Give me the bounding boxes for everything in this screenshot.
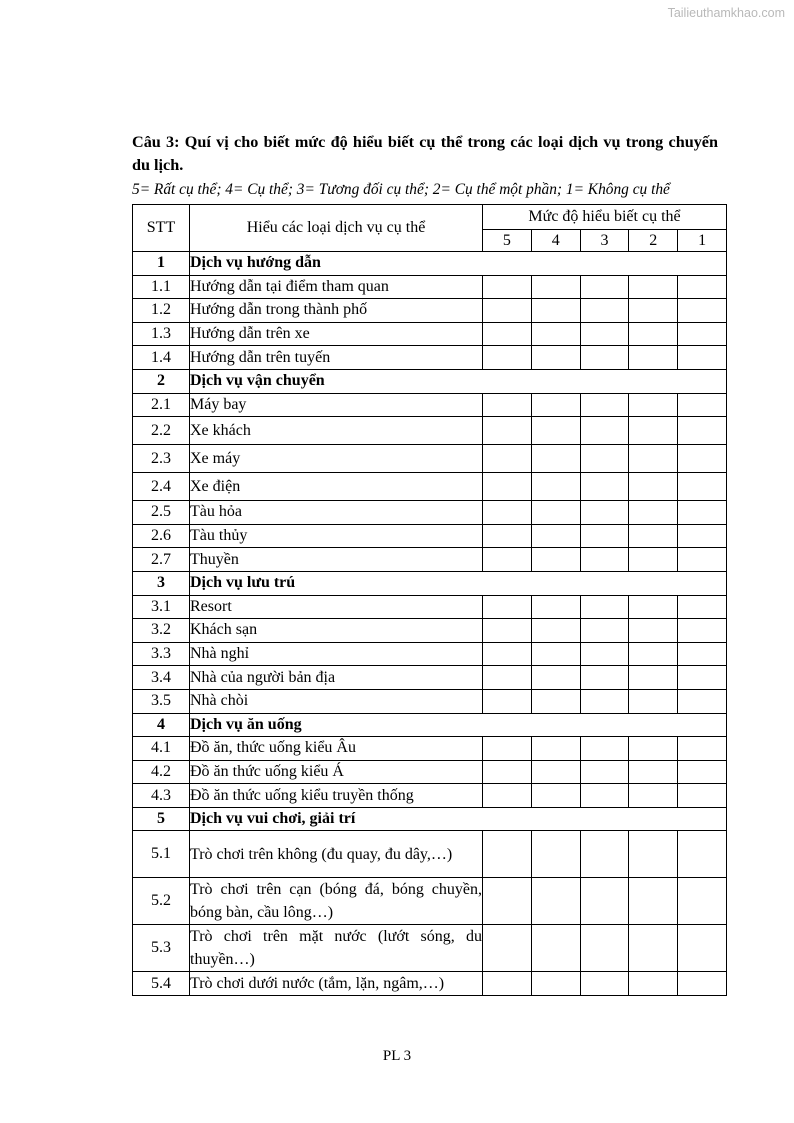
table-row xyxy=(133,831,727,878)
service-label: Trò chơi trên cạn (bóng đá, bóng chuyền, bóng bàn, cầu lông…) xyxy=(190,878,483,925)
service-label: Tàu hỏa xyxy=(190,501,483,525)
row-stt: 2.1 xyxy=(133,393,190,417)
scale-header-1: 1 xyxy=(678,230,727,252)
section-row xyxy=(133,807,727,831)
rating-cell-2[interactable] xyxy=(629,642,678,666)
table-row xyxy=(133,393,727,417)
section-row xyxy=(133,369,727,393)
rating-cell-4[interactable] xyxy=(531,473,580,501)
rating-cell-1[interactable] xyxy=(678,760,727,784)
table-row xyxy=(133,595,727,619)
service-label: Khách sạn xyxy=(190,619,483,643)
rating-cell-4[interactable] xyxy=(531,666,580,690)
rating-cell-3[interactable] xyxy=(580,595,629,619)
service-label: Xe điện xyxy=(190,473,483,501)
row-stt: 4.3 xyxy=(133,784,190,808)
rating-cell-5[interactable] xyxy=(483,275,532,299)
table-row xyxy=(133,666,727,690)
page-number: PL 3 xyxy=(382,1048,412,1064)
rating-cell-4[interactable] xyxy=(531,501,580,525)
rating-cell-3[interactable] xyxy=(580,445,629,473)
service-label: Hướng dẫn tại điểm tham quan xyxy=(190,275,483,299)
rating-cell-5[interactable] xyxy=(483,925,532,972)
service-label: Đồ ăn thức uống kiểu truyền thống xyxy=(190,784,483,808)
rating-cell-3[interactable] xyxy=(580,737,629,761)
rating-cell-1[interactable] xyxy=(678,275,727,299)
question-heading: Câu 3: Quí vị cho biết mức độ hiểu biết cụ thể trong các loại dịch vụ trong chuyến du lịch. xyxy=(132,133,718,174)
row-stt: 3 xyxy=(133,571,190,595)
row-stt: 3.4 xyxy=(133,666,190,690)
rating-cell-5[interactable] xyxy=(483,878,532,925)
row-stt: 2.3 xyxy=(133,445,190,473)
service-label: Trò chơi dưới nước (tắm, lặn, ngâm,…) xyxy=(190,972,483,996)
rating-cell-5[interactable] xyxy=(483,831,532,878)
rating-cell-2[interactable] xyxy=(629,346,678,370)
rating-cell-4[interactable] xyxy=(531,417,580,445)
rating-cell-3[interactable] xyxy=(580,524,629,548)
rating-cell-4[interactable] xyxy=(531,524,580,548)
rating-cell-1[interactable] xyxy=(678,501,727,525)
table-row xyxy=(133,760,727,784)
table-row xyxy=(133,925,727,972)
rating-cell-5[interactable] xyxy=(483,548,532,572)
rating-cell-2[interactable] xyxy=(629,548,678,572)
rating-cell-1[interactable] xyxy=(678,972,727,996)
rating-cell-1[interactable] xyxy=(678,689,727,713)
service-label: Nhà của người bản địa xyxy=(190,666,483,690)
scale-header-2: 2 xyxy=(629,230,678,252)
rating-cell-3[interactable] xyxy=(580,473,629,501)
rating-cell-4[interactable] xyxy=(531,322,580,346)
rating-cell-1[interactable] xyxy=(678,642,727,666)
section-label: Dịch vụ ăn uống xyxy=(190,713,727,737)
service-label: Trò chơi trên không (đu quay, đu dây,…) xyxy=(190,831,483,878)
rating-cell-2[interactable] xyxy=(629,666,678,690)
rating-cell-1[interactable] xyxy=(678,831,727,878)
rating-legend: 5= Rất cụ thể; 4= Cụ thể; 3= Tương đối cụ thể; 2= Cụ thể một phần; 1= Không cụ thể xyxy=(132,181,670,198)
section-label: Dịch vụ vui chơi, giải trí xyxy=(190,807,727,831)
rating-cell-3[interactable] xyxy=(580,972,629,996)
column-header-stt: STT xyxy=(133,205,190,252)
table-row xyxy=(133,642,727,666)
rating-cell-2[interactable] xyxy=(629,322,678,346)
rating-cell-1[interactable] xyxy=(678,878,727,925)
scale-header-3: 3 xyxy=(580,230,629,252)
rating-cell-5[interactable] xyxy=(483,642,532,666)
rating-cell-5[interactable] xyxy=(483,393,532,417)
table-row xyxy=(133,548,727,572)
row-stt: 1.3 xyxy=(133,322,190,346)
rating-cell-2[interactable] xyxy=(629,831,678,878)
row-stt: 2.6 xyxy=(133,524,190,548)
row-stt: 4.1 xyxy=(133,737,190,761)
rating-cell-1[interactable] xyxy=(678,925,727,972)
row-stt: 2.7 xyxy=(133,548,190,572)
rating-cell-4[interactable] xyxy=(531,972,580,996)
rating-cell-4[interactable] xyxy=(531,595,580,619)
rating-cell-2[interactable] xyxy=(629,275,678,299)
rating-cell-4[interactable] xyxy=(531,878,580,925)
row-stt: 3.3 xyxy=(133,642,190,666)
section-label: Dịch vụ vận chuyển xyxy=(190,369,727,393)
rating-cell-1[interactable] xyxy=(678,445,727,473)
rating-cell-5[interactable] xyxy=(483,619,532,643)
table-row xyxy=(133,275,727,299)
rating-cell-3[interactable] xyxy=(580,689,629,713)
column-header-level: Mức độ hiểu biết cụ thể xyxy=(483,205,727,230)
rating-cell-4[interactable] xyxy=(531,393,580,417)
rating-cell-3[interactable] xyxy=(580,642,629,666)
rating-cell-5[interactable] xyxy=(483,737,532,761)
row-stt: 5.3 xyxy=(133,925,190,972)
rating-cell-2[interactable] xyxy=(629,972,678,996)
rating-cell-1[interactable] xyxy=(678,548,727,572)
table-row xyxy=(133,878,727,925)
rating-cell-5[interactable] xyxy=(483,784,532,808)
rating-cell-2[interactable] xyxy=(629,524,678,548)
rating-cell-1[interactable] xyxy=(678,393,727,417)
section-label: Dịch vụ lưu trú xyxy=(190,571,727,595)
rating-cell-1[interactable] xyxy=(678,619,727,643)
rating-cell-5[interactable] xyxy=(483,445,532,473)
service-label: Hướng dẫn trên xe xyxy=(190,322,483,346)
rating-cell-2[interactable] xyxy=(629,784,678,808)
rating-cell-3[interactable] xyxy=(580,548,629,572)
table-row xyxy=(133,473,727,501)
watermark: Tailieuthamkhao.com xyxy=(667,6,785,20)
row-stt: 1.2 xyxy=(133,299,190,323)
rating-cell-4[interactable] xyxy=(531,689,580,713)
rating-cell-3[interactable] xyxy=(580,322,629,346)
row-stt: 5.2 xyxy=(133,878,190,925)
rating-cell-4[interactable] xyxy=(531,737,580,761)
table-row xyxy=(133,417,727,445)
rating-cell-1[interactable] xyxy=(678,322,727,346)
rating-cell-4[interactable] xyxy=(531,642,580,666)
row-stt: 4 xyxy=(133,713,190,737)
service-label: Xe máy xyxy=(190,445,483,473)
rating-cell-5[interactable] xyxy=(483,346,532,370)
table-row xyxy=(133,299,727,323)
rating-cell-4[interactable] xyxy=(531,299,580,323)
row-stt: 1 xyxy=(133,252,190,276)
service-label: Hướng dẫn trong thành phố xyxy=(190,299,483,323)
scale-header-5: 5 xyxy=(483,230,532,252)
rating-cell-5[interactable] xyxy=(483,524,532,548)
rating-cell-4[interactable] xyxy=(531,619,580,643)
rating-cell-5[interactable] xyxy=(483,417,532,445)
column-header-item: Hiểu các loại dịch vụ cụ thể xyxy=(190,205,483,252)
rating-cell-3[interactable] xyxy=(580,346,629,370)
rating-cell-2[interactable] xyxy=(629,595,678,619)
rating-cell-1[interactable] xyxy=(678,473,727,501)
rating-cell-3[interactable] xyxy=(580,878,629,925)
service-label: Đồ ăn, thức uống kiểu Âu xyxy=(190,737,483,761)
rating-cell-3[interactable] xyxy=(580,831,629,878)
table-row xyxy=(133,972,727,996)
row-stt: 2.5 xyxy=(133,501,190,525)
section-row xyxy=(133,713,727,737)
rating-cell-2[interactable] xyxy=(629,393,678,417)
rating-cell-3[interactable] xyxy=(580,393,629,417)
row-stt: 3.2 xyxy=(133,619,190,643)
table-row xyxy=(133,737,727,761)
rating-cell-2[interactable] xyxy=(629,501,678,525)
rating-cell-2[interactable] xyxy=(629,737,678,761)
row-stt: 4.2 xyxy=(133,760,190,784)
service-label: Nhà chòi xyxy=(190,689,483,713)
table-row xyxy=(133,346,727,370)
row-stt: 1.1 xyxy=(133,275,190,299)
rating-cell-4[interactable] xyxy=(531,346,580,370)
section-row xyxy=(133,571,727,595)
service-label: Xe khách xyxy=(190,417,483,445)
rating-cell-3[interactable] xyxy=(580,501,629,525)
table-row xyxy=(133,619,727,643)
section-row xyxy=(133,252,727,276)
survey-table xyxy=(132,204,727,996)
rating-cell-1[interactable] xyxy=(678,784,727,808)
service-label: Nhà nghỉ xyxy=(190,642,483,666)
row-stt: 3.1 xyxy=(133,595,190,619)
rating-cell-3[interactable] xyxy=(580,760,629,784)
rating-cell-2[interactable] xyxy=(629,760,678,784)
service-label: Resort xyxy=(190,595,483,619)
rating-cell-3[interactable] xyxy=(580,417,629,445)
rating-cell-4[interactable] xyxy=(531,925,580,972)
row-stt: 1.4 xyxy=(133,346,190,370)
scale-header-4: 4 xyxy=(531,230,580,252)
rating-cell-1[interactable] xyxy=(678,737,727,761)
rating-cell-3[interactable] xyxy=(580,925,629,972)
row-stt: 2.4 xyxy=(133,473,190,501)
rating-cell-2[interactable] xyxy=(629,878,678,925)
row-stt: 5.4 xyxy=(133,972,190,996)
rating-cell-4[interactable] xyxy=(531,831,580,878)
rating-cell-4[interactable] xyxy=(531,760,580,784)
table-row xyxy=(133,445,727,473)
rating-cell-1[interactable] xyxy=(678,417,727,445)
service-label: Máy bay xyxy=(190,393,483,417)
rating-cell-4[interactable] xyxy=(531,548,580,572)
service-label: Thuyền xyxy=(190,548,483,572)
row-stt: 3.5 xyxy=(133,689,190,713)
rating-cell-5[interactable] xyxy=(483,501,532,525)
service-label: Hướng dẫn trên tuyến xyxy=(190,346,483,370)
rating-cell-3[interactable] xyxy=(580,275,629,299)
rating-cell-5[interactable] xyxy=(483,666,532,690)
rating-cell-1[interactable] xyxy=(678,595,727,619)
rating-cell-3[interactable] xyxy=(580,619,629,643)
service-label: Tàu thủy xyxy=(190,524,483,548)
rating-cell-5[interactable] xyxy=(483,299,532,323)
service-label: Trò chơi trên mặt nước (lướt sóng, du thuyền…) xyxy=(190,925,483,972)
rating-cell-5[interactable] xyxy=(483,595,532,619)
rating-cell-5[interactable] xyxy=(483,322,532,346)
table-row xyxy=(133,501,727,525)
table-row xyxy=(133,524,727,548)
table-row xyxy=(133,784,727,808)
rating-cell-4[interactable] xyxy=(531,784,580,808)
rating-cell-5[interactable] xyxy=(483,689,532,713)
rating-cell-2[interactable] xyxy=(629,417,678,445)
row-stt: 2 xyxy=(133,369,190,393)
rating-cell-3[interactable] xyxy=(580,666,629,690)
rating-cell-2[interactable] xyxy=(629,445,678,473)
table-row xyxy=(133,322,727,346)
rating-cell-1[interactable] xyxy=(678,346,727,370)
rating-cell-1[interactable] xyxy=(678,299,727,323)
rating-cell-4[interactable] xyxy=(531,445,580,473)
rating-cell-5[interactable] xyxy=(483,473,532,501)
rating-cell-3[interactable] xyxy=(580,784,629,808)
rating-cell-1[interactable] xyxy=(678,524,727,548)
rating-cell-2[interactable] xyxy=(629,299,678,323)
service-label: Đồ ăn thức uống kiểu Á xyxy=(190,760,483,784)
row-stt: 2.2 xyxy=(133,417,190,445)
row-stt: 5 xyxy=(133,807,190,831)
table-row xyxy=(133,689,727,713)
rating-cell-2[interactable] xyxy=(629,619,678,643)
rating-cell-2[interactable] xyxy=(629,473,678,501)
rating-cell-4[interactable] xyxy=(531,275,580,299)
section-label: Dịch vụ hướng dẫn xyxy=(190,252,727,276)
rating-cell-5[interactable] xyxy=(483,760,532,784)
rating-cell-3[interactable] xyxy=(580,299,629,323)
rating-cell-2[interactable] xyxy=(629,689,678,713)
rating-cell-5[interactable] xyxy=(483,972,532,996)
row-stt: 5.1 xyxy=(133,831,190,878)
rating-cell-1[interactable] xyxy=(678,666,727,690)
rating-cell-2[interactable] xyxy=(629,925,678,972)
